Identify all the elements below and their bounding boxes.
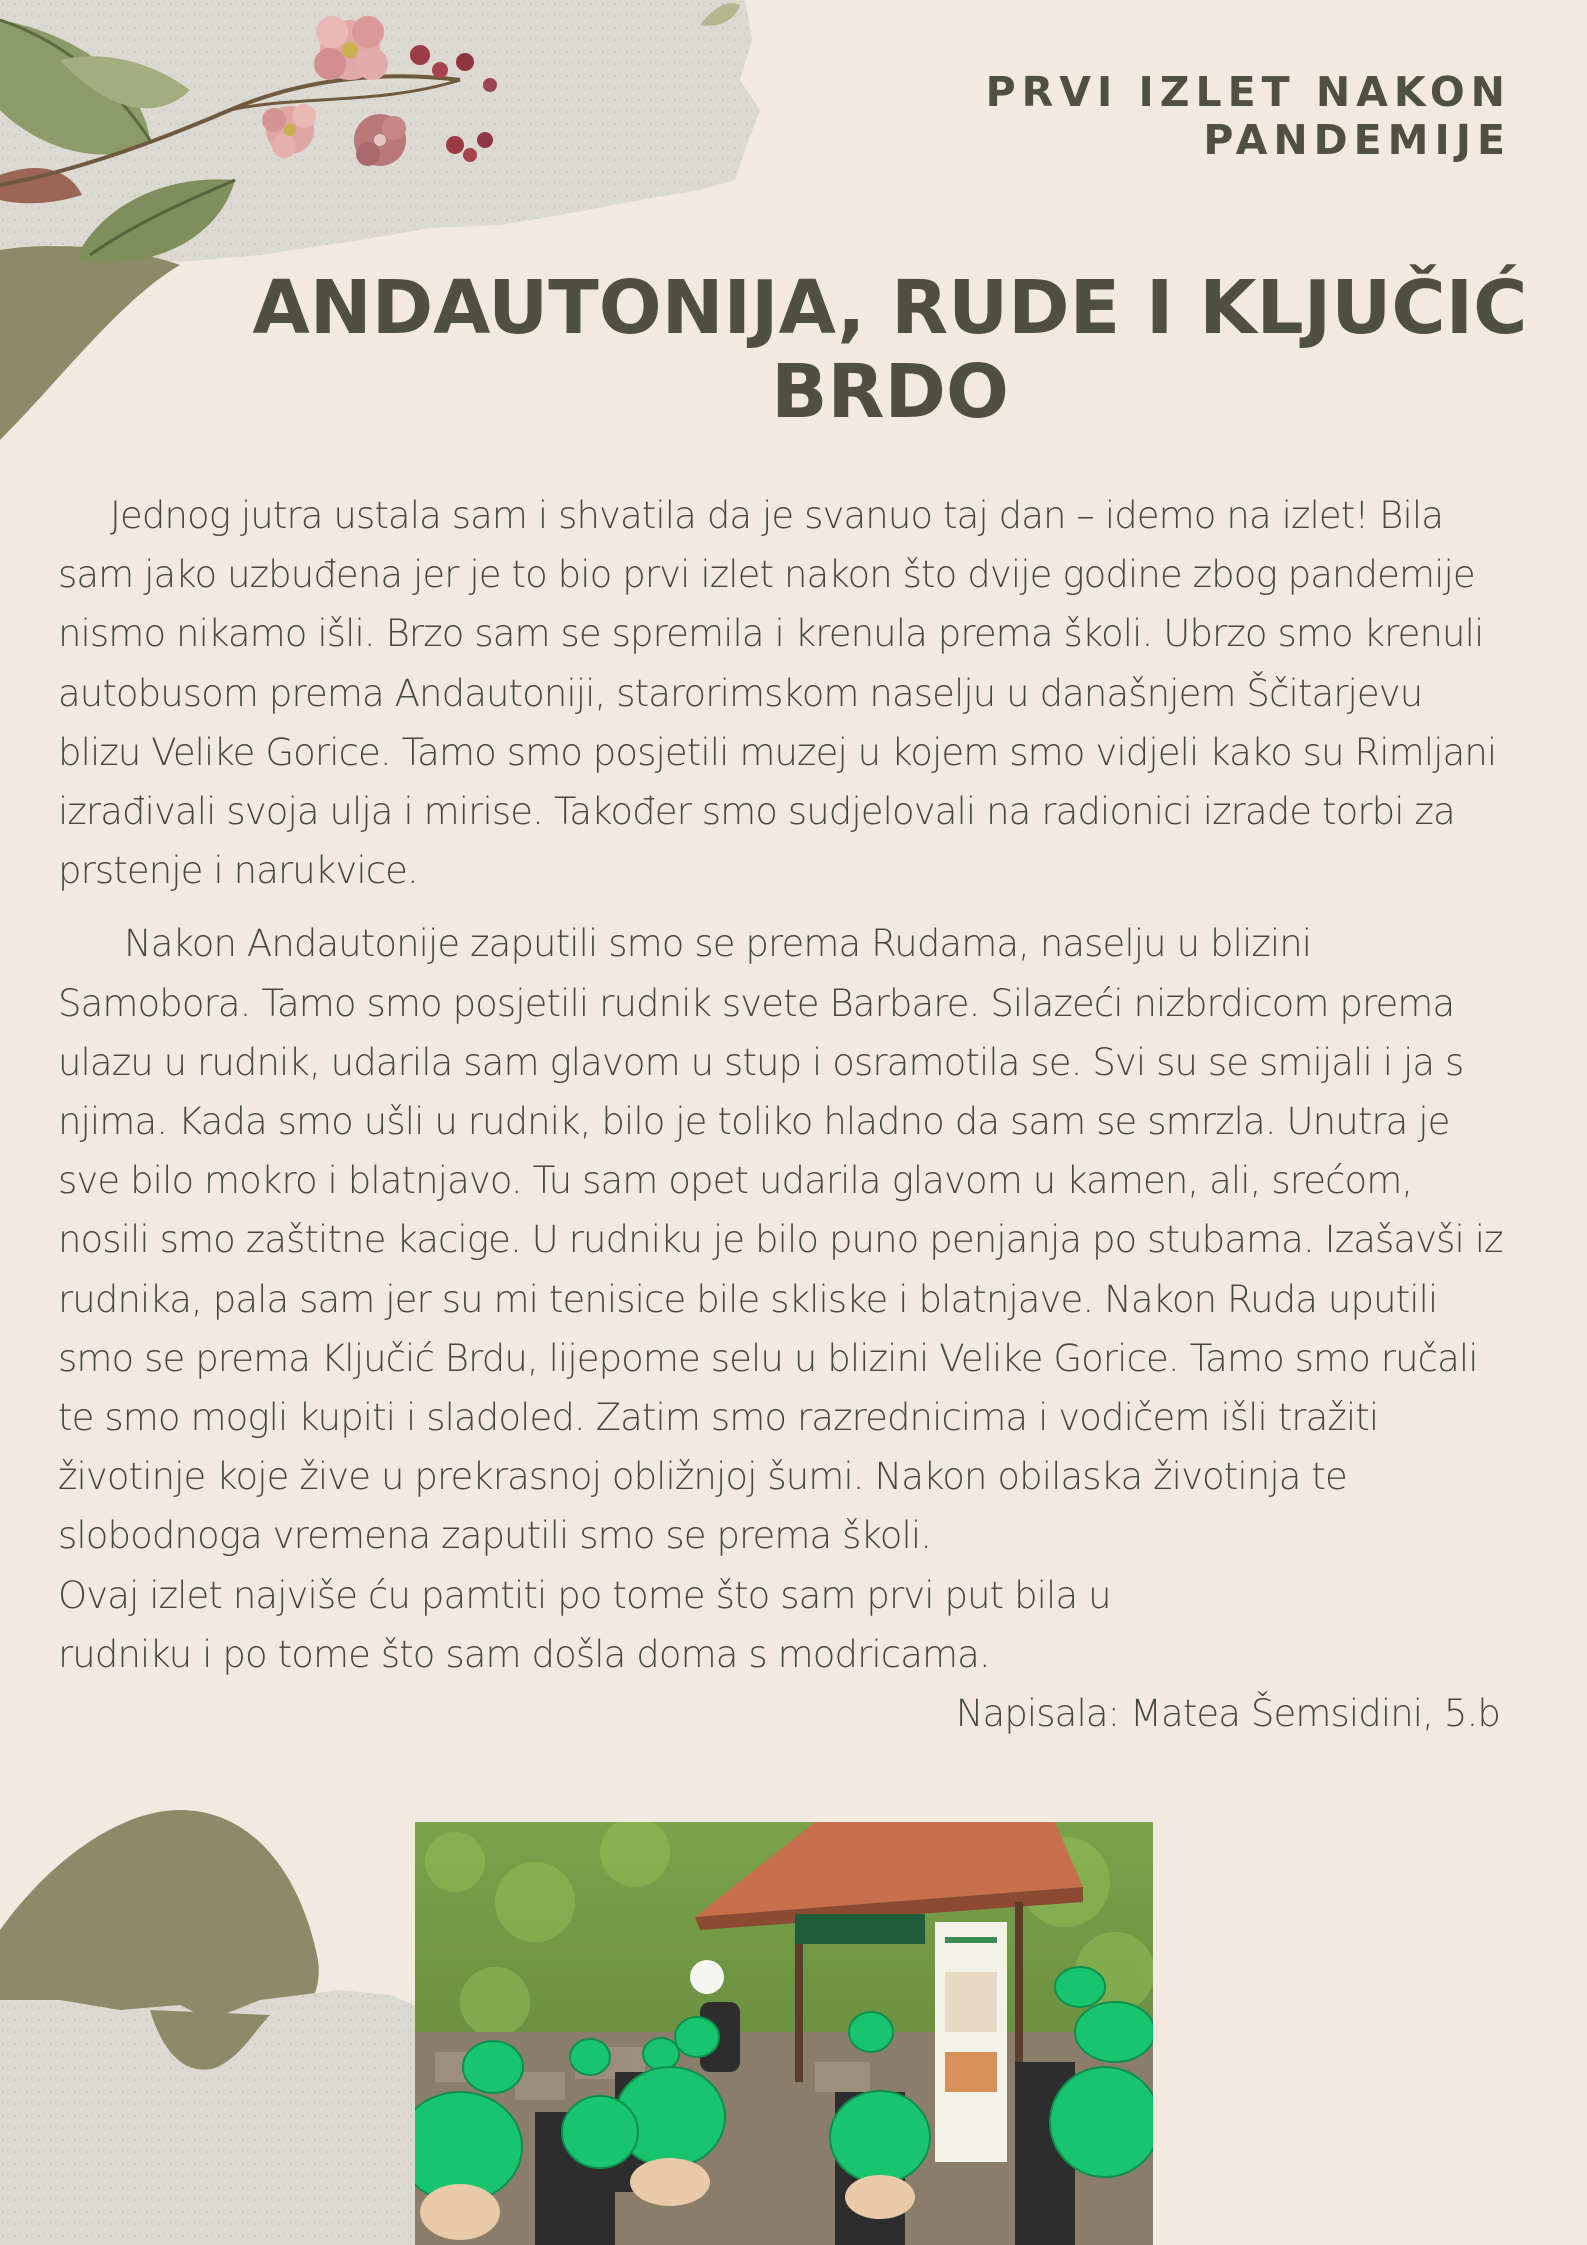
article-body bbox=[58, 486, 1508, 1743]
bottom-left-decoration bbox=[0, 1800, 420, 2245]
article-title bbox=[250, 266, 1530, 434]
author-signature: Napisala: Matea Šemsidini, 5.b bbox=[955, 1692, 1500, 1736]
olive-shape-top bbox=[0, 246, 180, 440]
title-line-2: BRDO bbox=[771, 349, 1009, 435]
olive-shape-bottom bbox=[0, 1810, 319, 2015]
photo-illustration bbox=[415, 1822, 1153, 2245]
paragraph-2: Nakon Andautonije zaputili smo se prema Rudama, naselju u blizini Samobora. Tamo smo posjetili rudnik svete Barbare. Silazeći nizbrdicom prema ulazu u rudnik, udarila sam glavom u stup i osramotila se. Svi su se smijali i ja s njima. Kada smo ušli u rudnik, bilo je toliko hladno da sam se smrzla. Unutra je sve bilo mokro i blatnjavo. Tu sam opet udarila glavom u kamen, ali, srećom, nosili smo zaštitne kacige. U rudniku je bilo puno penjanja po stubama. Izašavši iz rudnika, pala sam jer su mi tenisice bile skliske i blatnjave. Nakon Ruda uputili smo se prema Ključić Brdu, lijepome selu u blizini Velike Gorice. Tamo smo ručali te smo mogli kupiti i sladoled. Zatim smo razrednicima i vodičem išli tražiti životinje koje žive u prekrasnoj obližnjoj šumi. Nakon obilaska životinja te slobodnoga vremena zaputili smo se prema školi. bbox=[58, 922, 1503, 1558]
closing-line-1: Ovaj izlet najviše ću pamtiti po tome što sam prvi put bila u bbox=[58, 1573, 1111, 1617]
kicker-line-2: PANDEMIJE bbox=[1203, 116, 1511, 164]
group-photo bbox=[415, 1822, 1153, 2245]
paragraph-1: Jednog jutra ustala sam i shvatila da je svanuo taj dan – idemo na izlet! Bila sam jako uzbuđena jer je to bio prvi izlet nakon što dvije godine zbog pandemije nismo nikamo išli. Brzo sam se spremila i krenula prema školi. Ubrzo smo krenuli autobusom prema Andautoniji, starorimskom naselju u današnjem Ščitarjevu blizu Velike Gorice. Tamo smo posjetili muzej u kojem smo vidjeli kako su Rimljani izrađivali svoja ulja i mirise. Također smo sudjelovali na radionici izrade torbi za prstenje i narukvice. bbox=[58, 494, 1497, 893]
kicker-line-1: PRVI IZLET NAKON bbox=[985, 68, 1511, 116]
title-line-1: ANDAUTONIJA, RUDE I KLJUČIĆ bbox=[252, 265, 1528, 351]
closing-line-2: rudniku i po tome što sam došla doma s modricama. bbox=[58, 1632, 990, 1676]
article-kicker bbox=[811, 68, 1511, 164]
